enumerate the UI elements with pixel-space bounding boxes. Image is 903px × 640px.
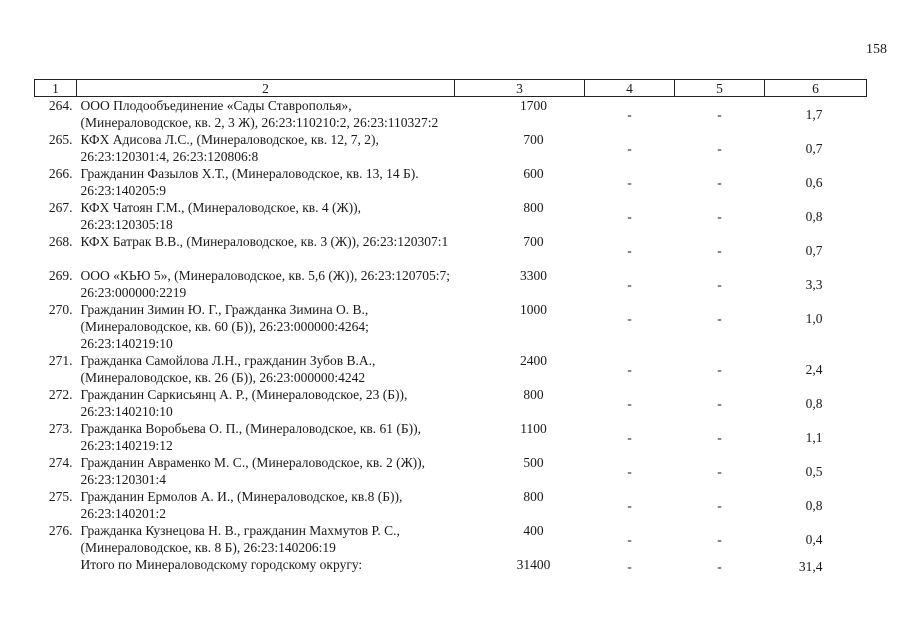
table-row xyxy=(35,420,867,454)
row-value-column-5: - xyxy=(717,362,722,377)
row-value-column-5: - xyxy=(717,107,722,122)
row-value-column-4: - xyxy=(627,243,632,258)
table-body xyxy=(35,97,867,576)
row-number-cell: 275. xyxy=(48,489,73,504)
row-value-column-4: - xyxy=(627,209,632,224)
row-value-column-6: 0,5 xyxy=(805,464,823,479)
row-description-cell: Гражданка Воробьева О. П., (Минераловодское, кв. 61 (Б)), 26:23:140219:12 xyxy=(80,421,422,453)
row-value-column-3: 400 xyxy=(523,523,544,538)
table-row xyxy=(35,165,867,199)
row-value-column-3: 1100 xyxy=(520,421,547,436)
row-description-cell: КФХ Батрак В.В., (Минераловодское, кв. 3 (Ж)), 26:23:120307:1 xyxy=(80,234,449,249)
column-header-4: 4 xyxy=(585,80,675,97)
row-value-column-5: - xyxy=(717,277,722,292)
row-description-cell: Гражданин Авраменко М. С., (Минераловодское, кв. 2 (Ж)), 26:23:120301:4 xyxy=(80,455,426,487)
table-row xyxy=(35,386,867,420)
column-header-1: 1 xyxy=(35,80,77,97)
row-value-column-6: 3,3 xyxy=(805,277,823,292)
table-row xyxy=(35,522,867,556)
row-value-column-6: 2,4 xyxy=(805,362,823,377)
row-number-cell: 273. xyxy=(48,421,73,436)
row-value-column-6: 0,8 xyxy=(805,209,823,224)
total-empty-cell xyxy=(35,556,77,575)
row-value-column-5: - xyxy=(717,209,722,224)
row-description-cell: Гражданин Зимин Ю. Г., Гражданка Зимина О. В., (Минераловодское, кв. 60 (Б)), 26:23:000000:4264; 26:23:140219:10 xyxy=(80,302,369,351)
row-value-column-3: 700 xyxy=(523,234,544,249)
total-row xyxy=(35,556,867,575)
row-description-cell: Гражданин Фазылов Х.Т., (Минераловодское, кв. 13, 14 Б). 26:23:140205:9 xyxy=(80,166,419,198)
row-value-column-6: 0,7 xyxy=(805,141,823,156)
row-value-column-5: - xyxy=(717,311,722,326)
row-number-cell: 267. xyxy=(48,200,73,215)
table-row xyxy=(35,488,867,522)
land-allocation-table xyxy=(34,79,866,575)
row-number-cell: 269. xyxy=(48,268,73,283)
table-row xyxy=(35,267,867,301)
row-value-column-3: 600 xyxy=(523,166,544,181)
row-value-column-5: - xyxy=(717,141,722,156)
row-value-column-5: - xyxy=(717,498,722,513)
row-number-cell: 266. xyxy=(48,166,73,181)
row-number-cell: 265. xyxy=(48,132,73,147)
row-value-column-4: - xyxy=(627,311,632,326)
row-number-cell: 274. xyxy=(48,455,73,470)
row-value-column-3: 800 xyxy=(523,200,544,215)
row-description-cell: ООО Плодообъединение «Сады Ставрополья», (Минераловодское, кв. 2, 3 Ж), 26:23:110210:2, 26:23:110327:2 xyxy=(80,98,439,130)
column-header-5: 5 xyxy=(675,80,765,97)
total-label: Итого по Минераловодскому городскому округу: xyxy=(80,557,363,572)
row-value-column-5: - xyxy=(717,243,722,258)
row-number-cell: 272. xyxy=(48,387,73,402)
row-value-column-6: 1,1 xyxy=(805,430,823,445)
row-value-column-6: 0,8 xyxy=(805,396,823,411)
row-value-column-3: 500 xyxy=(523,455,544,470)
data-table xyxy=(34,79,867,575)
row-number-cell: 264. xyxy=(48,98,73,113)
table-row xyxy=(35,131,867,165)
total-value-column-4: - xyxy=(627,559,632,574)
row-value-column-3: 800 xyxy=(523,489,544,504)
table-row xyxy=(35,199,867,233)
total-value-column-5: - xyxy=(717,559,722,574)
row-description-cell: ООО «КЬЮ 5», (Минераловодское, кв. 5,6 (Ж)), 26:23:120705:7; 26:23:000000:2219 xyxy=(80,268,450,300)
total-value-column-6: 31,4 xyxy=(798,559,823,574)
row-description-cell: КФХ Адисова Л.С., (Минераловодское, кв. 12, 7, 2), 26:23:120301:4, 26:23:120806:8 xyxy=(80,132,379,164)
row-value-column-3: 3300 xyxy=(520,268,547,283)
row-value-column-3: 700 xyxy=(523,132,544,147)
table-row xyxy=(35,454,867,488)
row-value-column-6: 1,0 xyxy=(805,311,823,326)
row-value-column-4: - xyxy=(627,532,632,547)
row-value-column-4: - xyxy=(627,141,632,156)
row-description-cell: Гражданин Ермолов А. И., (Минераловодское, кв.8 (Б)), 26:23:140201:2 xyxy=(80,489,403,521)
row-value-column-4: - xyxy=(627,107,632,122)
row-value-column-3: 800 xyxy=(523,387,544,402)
row-value-column-5: - xyxy=(717,430,722,445)
row-value-column-4: - xyxy=(627,430,632,445)
row-number-cell: 276. xyxy=(48,523,73,538)
row-value-column-4: - xyxy=(627,396,632,411)
table-row xyxy=(35,97,867,132)
row-value-column-4: - xyxy=(627,175,632,190)
table-row xyxy=(35,233,867,267)
row-value-column-5: - xyxy=(717,396,722,411)
row-value-column-5: - xyxy=(717,464,722,479)
row-value-column-3: 2400 xyxy=(520,353,547,368)
row-value-column-3: 1700 xyxy=(520,98,547,113)
row-description-cell: Гражданин Саркисьянц А. Р., (Минераловодское, 23 (Б)), 26:23:140210:10 xyxy=(80,387,408,419)
total-value-column-3: 31400 xyxy=(516,557,551,572)
row-value-column-6: 0,8 xyxy=(805,498,823,513)
row-value-column-3: 1000 xyxy=(520,302,547,317)
row-value-column-5: - xyxy=(717,175,722,190)
table-row xyxy=(35,352,867,386)
row-number-cell: 268. xyxy=(48,234,73,249)
row-value-column-6: 0,4 xyxy=(805,532,823,547)
page-number: 158 xyxy=(866,42,887,57)
table-row xyxy=(35,301,867,352)
row-value-column-4: - xyxy=(627,362,632,377)
row-number-cell: 270. xyxy=(48,302,73,317)
row-value-column-5: - xyxy=(717,532,722,547)
row-description-cell: КФХ Чатоян Г.М., (Минераловодское, кв. 4 (Ж)), 26:23:120305:18 xyxy=(80,200,362,232)
row-value-column-4: - xyxy=(627,277,632,292)
row-value-column-6: 1,7 xyxy=(805,107,823,122)
row-value-column-4: - xyxy=(627,464,632,479)
row-value-column-6: 0,6 xyxy=(805,175,823,190)
row-description-cell: Гражданка Кузнецова Н. В., гражданин Махмутов Р. С., (Минераловодское, кв. 8 Б), 26:23:140206:19 xyxy=(80,523,400,555)
row-value-column-6: 0,7 xyxy=(805,243,823,258)
table-header-row xyxy=(35,80,867,97)
column-header-3: 3 xyxy=(455,80,585,97)
row-description-cell: Гражданка Самойлова Л.Н., гражданин Зубов В.А., (Минераловодское, кв. 26 (Б)), 26:23:000000:4242 xyxy=(80,353,376,385)
column-header-6: 6 xyxy=(765,80,867,97)
column-header-2: 2 xyxy=(77,80,455,97)
row-value-column-4: - xyxy=(627,498,632,513)
row-number-cell: 271. xyxy=(48,353,73,368)
